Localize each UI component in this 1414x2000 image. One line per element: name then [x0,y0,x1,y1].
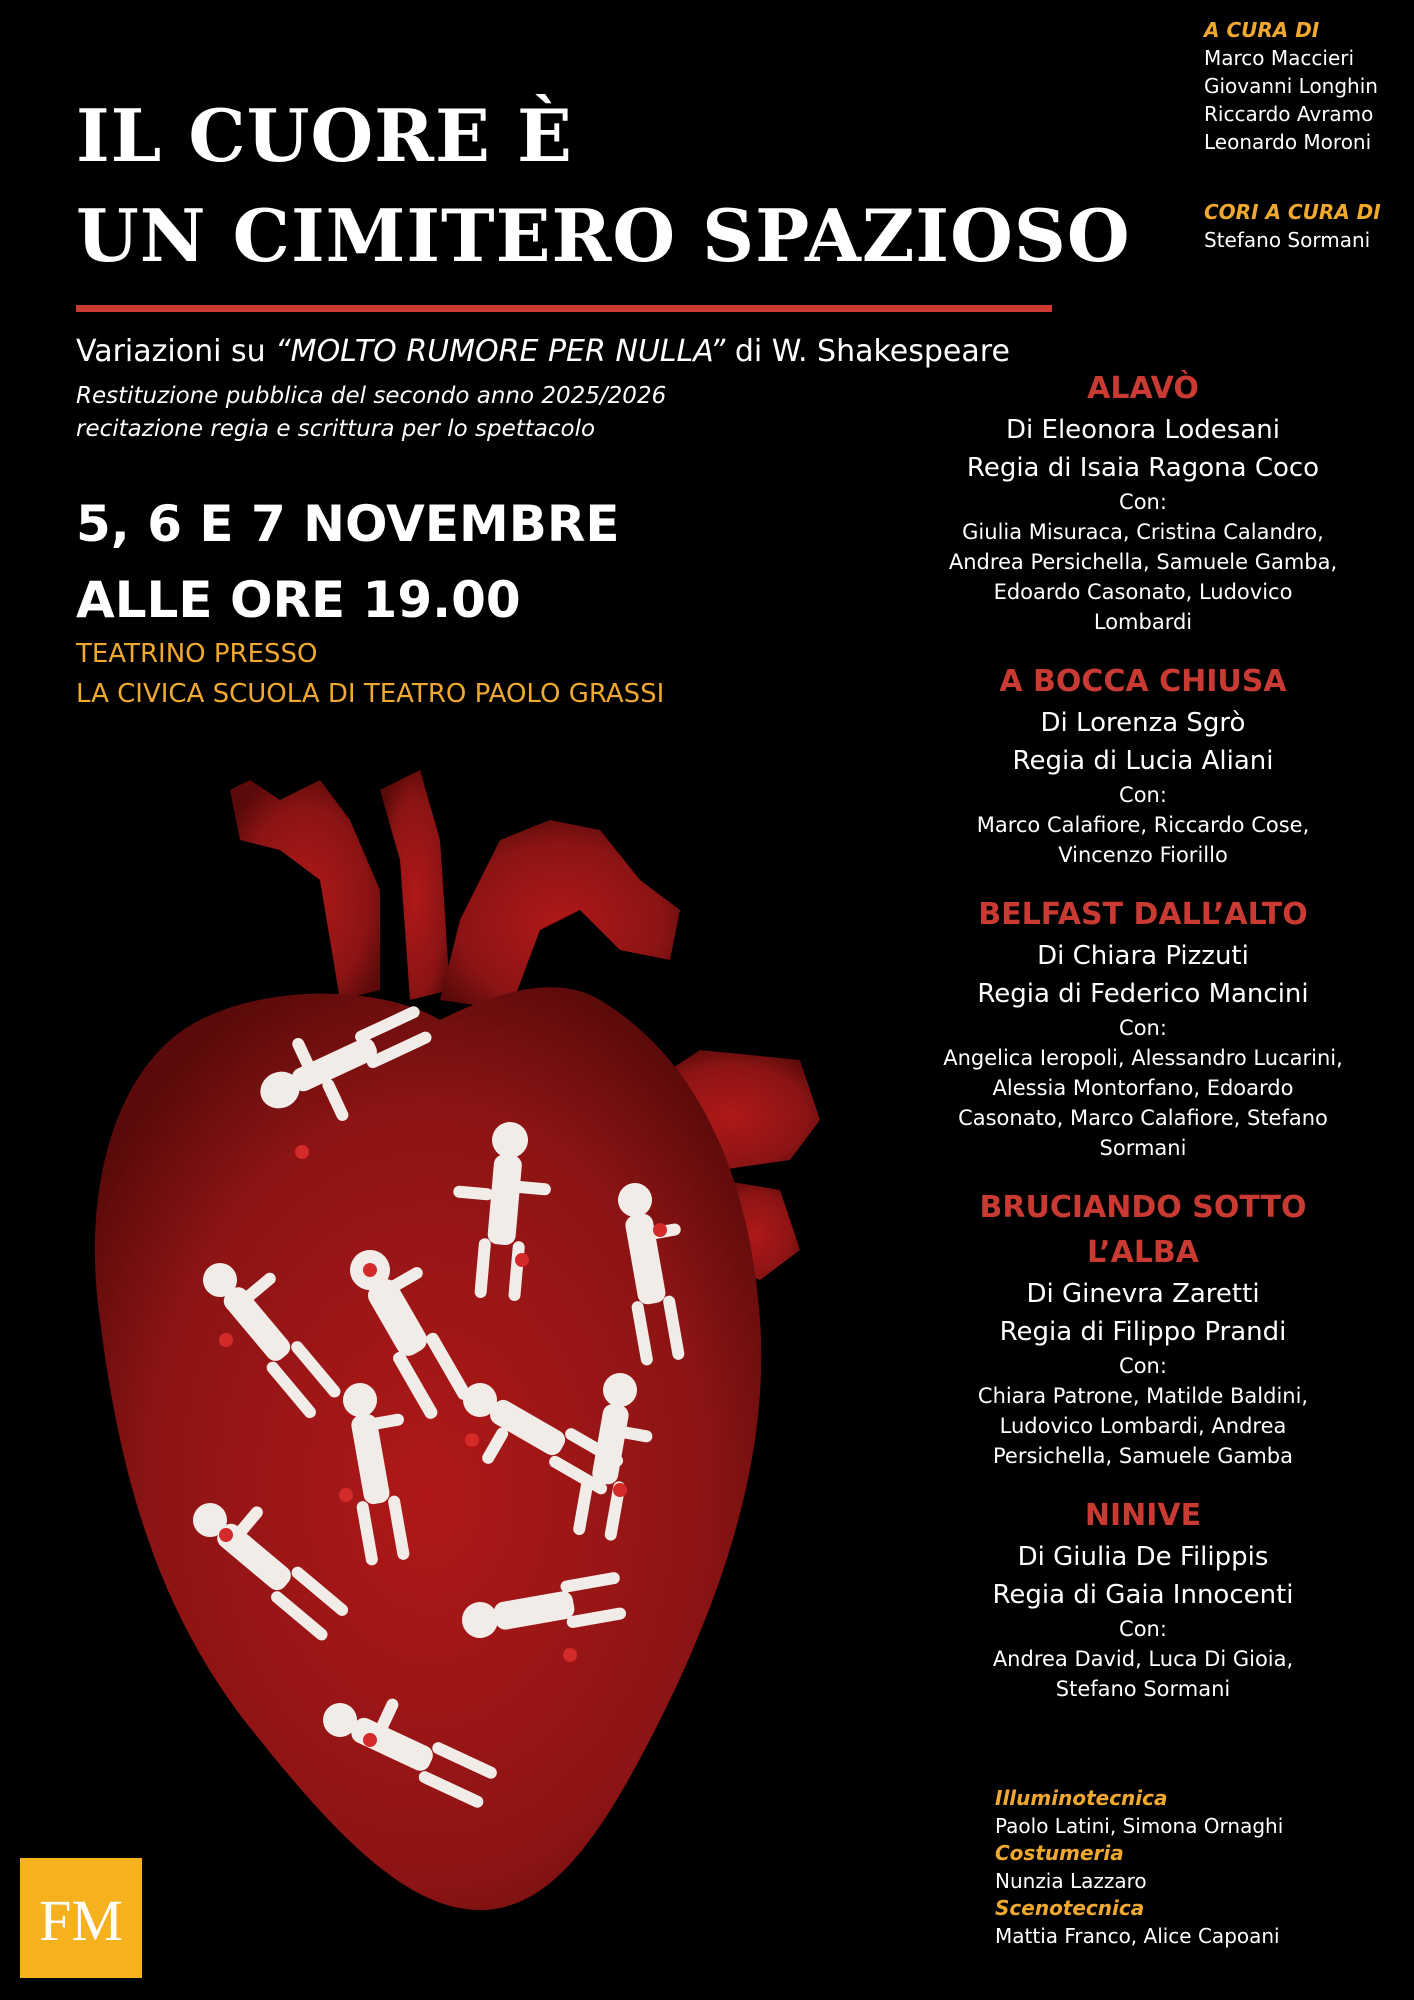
logo-text: FM [39,1888,123,1953]
show-con-label: Con: [1119,490,1167,514]
restitution-line: recitazione regia e scrittura per lo spettacolo [76,416,596,442]
event-dates [76,486,620,638]
show-author: Di Chiara Pizzuti [1037,941,1249,971]
cast-line: Andrea Persichella, Samuele Gamba, [948,550,1338,574]
curatore-name: Giovanni Longhin [1204,74,1378,98]
cast-line: Andrea David, Luca Di Gioia, [992,1647,1294,1671]
cast-line: Sormani [1099,1136,1187,1160]
credit-label: Illuminotecnica [995,1786,1168,1810]
show-author: Di Eleonora Lodesani [1006,415,1280,445]
show-cast [930,1381,1356,1471]
credit-label: Scenotecnica [995,1896,1145,1920]
cori-block [1204,198,1381,254]
show-item [930,1185,1356,1471]
curatori-block [1204,16,1378,156]
cast-line: Marco Calafiore, Riccardo Cose, [976,813,1310,837]
cast-line: Lombardi [1093,610,1193,634]
show-con-label: Con: [1119,1016,1167,1040]
cast-line: Alessia Montorfano, Edoardo [992,1076,1294,1100]
cast-line: Angelica Ieropoli, Alessandro Lucarini, [943,1046,1343,1070]
credits-block [995,1785,1283,1950]
show-item [930,892,1356,1163]
curatore-name: Marco Maccieri [1204,46,1355,70]
venue-line: LA CIVICA SCUOLA DI TEATRO PAOLO GRASSI [76,679,665,709]
cori-name: Stefano Sormani [1204,228,1371,252]
show-title: L’ALBA [1086,1235,1200,1270]
curatori-label: A CURA DI [1204,18,1320,42]
credit-names: Mattia Franco, Alice Capoani [995,1923,1280,1948]
school-logo [20,1858,142,1978]
show-title: ALAVÒ [1087,371,1199,406]
show-cast [930,1043,1356,1163]
show-item [930,366,1356,637]
show-title: BRUCIANDO SOTTO [979,1190,1307,1225]
show-item [930,1493,1356,1704]
poster-title [76,86,1131,286]
show-author: Di Ginevra Zaretti [1026,1279,1260,1309]
show-title: A BOCCA CHIUSA [999,664,1287,699]
title-line-1: IL CUORE È [76,93,573,178]
show-cast [930,810,1356,870]
cast-line: Giulia Misuraca, Cristina Calandro, [962,520,1324,544]
venue [76,634,664,714]
curatore-name: Riccardo Avramo [1204,102,1374,126]
show-title: BELFAST DALL’ALTO [978,897,1308,932]
show-cast [930,1644,1356,1704]
cast-line: Edoardo Casonato, Ludovico [993,580,1293,604]
cast-line: Persichella, Samuele Gamba [992,1444,1294,1468]
venue-line: TEATRINO PRESSO [76,639,318,669]
show-director: Regia di Filippo Prandi [999,1317,1287,1347]
cast-line: Casonato, Marco Calafiore, Stefano [958,1106,1328,1130]
heart-illustration [80,760,880,1940]
subtitle [76,334,1010,369]
credit-names: Paolo Latini, Simona Ornaghi [995,1813,1284,1838]
cast-line: Ludovico Lombardi, Andrea [999,1414,1287,1438]
title-line-2: UN CIMITERO SPAZIOSO [76,193,1131,278]
show-con-label: Con: [1119,1354,1167,1378]
credit-names: Nunzia Lazzaro [995,1868,1147,1893]
show-con-label: Con: [1119,1617,1167,1641]
cast-line: Chiara Patrone, Matilde Baldini, [977,1384,1309,1408]
show-author: Di Giulia De Filippis [1017,1542,1269,1572]
restitution-line: Restituzione pubblica del secondo anno 2025/2026 [76,383,667,409]
show-director: Regia di Federico Mancini [977,979,1309,1009]
show-director: Regia di Lucia Aliani [1012,746,1274,776]
subtitle-suffix: di W. Shakespeare [725,334,1010,369]
cast-line: Vincenzo Fiorillo [1058,843,1228,867]
time-line: ALLE ORE 19.00 [76,571,521,629]
show-con-label: Con: [1119,783,1167,807]
shows-list [930,366,1356,1726]
show-item [930,659,1356,870]
dates-line: 5, 6 E 7 NOVEMBRE [76,495,620,553]
show-director: Regia di Gaia Innocenti [992,1580,1294,1610]
curatore-name: Leonardo Moroni [1204,130,1372,154]
logo-mark [20,1858,142,1978]
restitution-text [76,380,666,446]
show-title: NINIVE [1084,1498,1202,1533]
heart-shape [95,770,820,1910]
show-cast [930,517,1356,637]
show-director: Regia di Isaia Ragona Coco [966,453,1320,483]
show-author: Di Lorenza Sgrò [1040,708,1246,738]
cori-label: CORI A CURA DI [1204,200,1381,224]
credit-label: Costumeria [995,1841,1124,1865]
subtitle-work: “MOLTO RUMORE PER NULLA” [275,334,726,369]
title-divider [76,305,1052,312]
subtitle-prefix: Variazioni su [76,334,276,369]
cast-line: Stefano Sormani [1055,1677,1231,1701]
